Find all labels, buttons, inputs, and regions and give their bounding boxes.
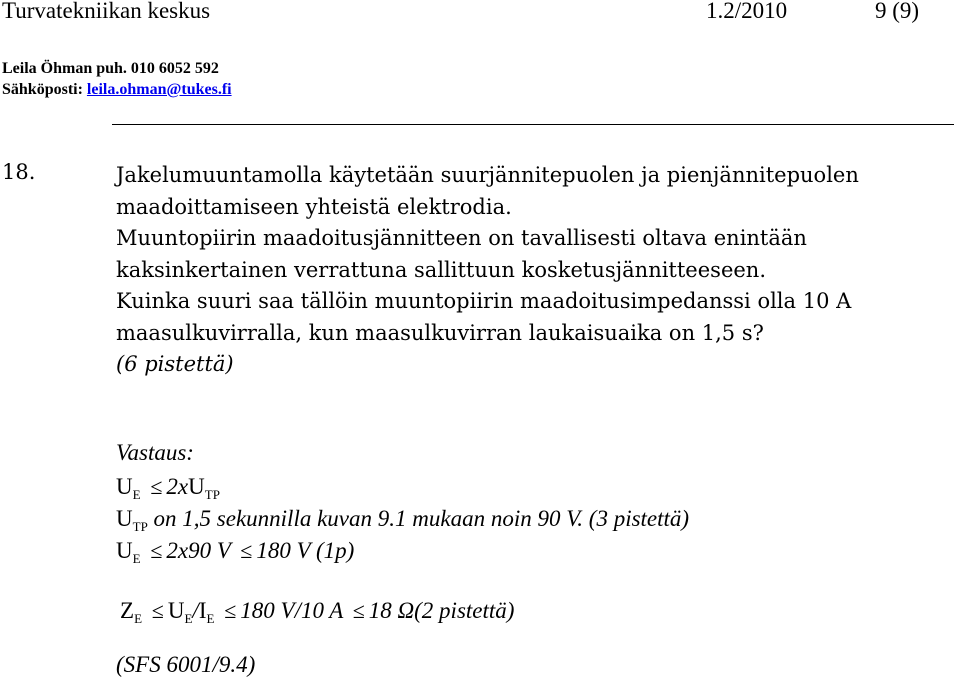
- symbol-u: U: [116, 538, 133, 563]
- question-line: Muuntopiirin maadoitusjännitteen on tavallisesti oltava enintään: [116, 226, 807, 250]
- question-line: Jakelumuuntamolla käytetään suurjännitepuolen ja pienjännitepuolen: [116, 163, 859, 187]
- less-equal-symbol: ≤: [151, 598, 164, 623]
- question-line: Kuinka suuri saa tällöin muuntopiirin maadoitusimpedanssi olla 10 A: [116, 289, 852, 313]
- question-text: [116, 160, 956, 381]
- answer-text: 2x: [166, 474, 189, 499]
- document-date: 1.2/2010: [706, 0, 788, 23]
- standard-reference: (SFS 6001/9.4): [116, 652, 256, 677]
- less-equal-symbol: ≤: [224, 598, 237, 623]
- symbol-i: I: [198, 598, 207, 623]
- symbol-u: U: [116, 474, 133, 499]
- less-equal-symbol: ≤: [150, 538, 163, 563]
- answer-text: 180 V (1p): [256, 538, 355, 563]
- slash: /: [192, 598, 199, 623]
- subscript-e: E: [206, 611, 215, 626]
- subscript-e: E: [132, 551, 141, 566]
- answer-text: 18 Ω(2 pistettä): [368, 598, 515, 623]
- less-equal-symbol: ≤: [150, 474, 163, 499]
- answer-line-1: [116, 474, 220, 503]
- symbol-u: U: [116, 506, 133, 531]
- less-equal-symbol: ≤: [240, 538, 253, 563]
- question-line: maasulkuvirralla, kun maasulkuvirran laukaisuaika on 1,5 s?: [116, 320, 764, 345]
- subscript-tp: TP: [204, 487, 220, 502]
- header-divider: [112, 124, 954, 125]
- subscript-e: E: [132, 487, 141, 502]
- answer-text: 180 V/10 A: [240, 598, 343, 623]
- answer-label: Vastaus:: [116, 440, 194, 465]
- question-line: kaksinkertainen verrattuna sallittuun kosketusjännitteeseen.: [116, 257, 766, 282]
- symbol-u: U: [188, 474, 205, 499]
- email-label: Sähköposti:: [2, 81, 83, 98]
- contact-email-line: [2, 81, 232, 99]
- answer-text: on 1,5 sekunnilla kuvan 9.1 mukaan noin 90 V. (3 pistettä): [147, 506, 690, 531]
- less-equal-symbol: ≤: [352, 598, 365, 623]
- answer-text: 2x90 V: [166, 538, 231, 563]
- email-link[interactable]: leila.ohman@tukes.fi: [86, 81, 232, 98]
- organization-name: Turvatekniikan keskus: [2, 0, 211, 23]
- question-points: (6 pistettä): [116, 352, 234, 376]
- answer-line-2: [116, 506, 689, 535]
- answer-line-4: [120, 598, 514, 627]
- subscript-e: E: [184, 611, 193, 626]
- answer-line-3: [116, 538, 354, 567]
- contact-name-phone: Leila Öhman puh. 010 6052 592: [2, 60, 219, 77]
- question-line: maadoittamiseen yhteistä elektrodia.: [116, 194, 512, 219]
- page-number: 9 (9): [875, 0, 920, 23]
- symbol-z: Z: [120, 598, 135, 623]
- subscript-e: E: [134, 611, 143, 626]
- question-number: 18.: [2, 160, 36, 184]
- subscript-tp: TP: [132, 519, 148, 534]
- symbol-u: U: [167, 598, 185, 623]
